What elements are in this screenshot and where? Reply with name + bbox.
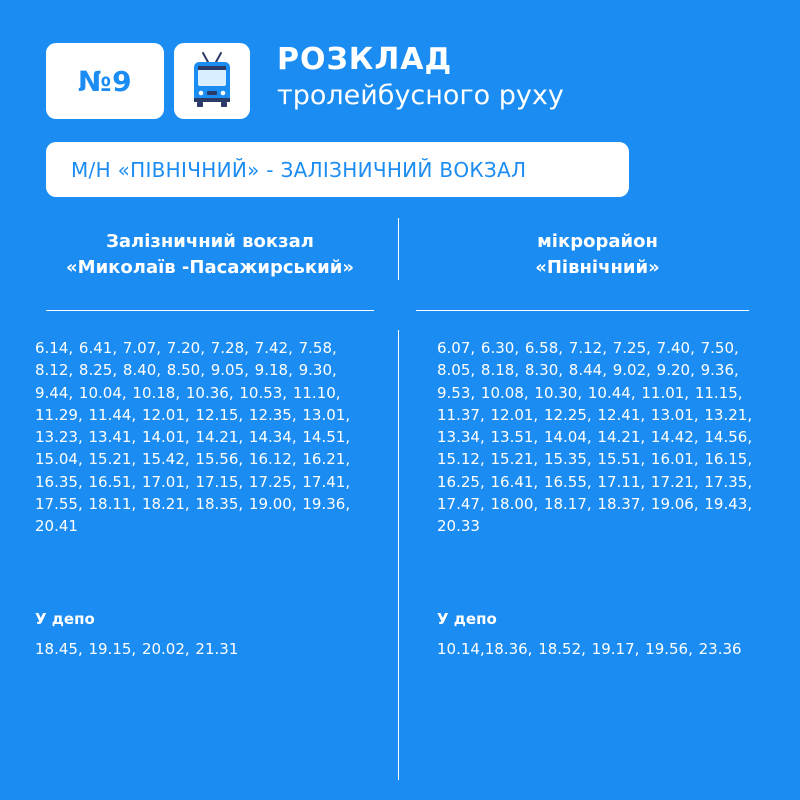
trolleybus-icon [187, 51, 237, 111]
left-departure-times: 6.14, 6.41, 7.07, 7.20, 7.28, 7.42, 7.58, 8.12, 8.25, 8.40, 8.50, 9.05, 9.18, 9.30, 9.44, 10.04, 10.18, 10.36, 10.53, 11.10, 11.29, 11.44, 12.01, 12.15, 12.35, 13.01, 13.23, 13.41, 14.01, 14.21, 14.34, 14.51, 15.04, 15.21, 15.42, 15.56, 16.12, 16.21, 16.35, 16.51, 17.01, 17.15, 17.25, 17.41, 17.55, 18.11, 18.21, 18.35, 19.00, 19.36, 20.41 [35, 339, 351, 536]
page-subtitle: тролейбусного руху [277, 80, 564, 111]
right-header-line2: «Північний» [535, 257, 660, 278]
left-header-divider [46, 310, 374, 311]
right-header-divider [416, 310, 749, 311]
route-name: М/Н «ПІВНІЧНИЙ» - ЗАЛІЗНИЧНИЙ ВОКЗАЛ [71, 157, 527, 182]
left-header-line2: «Миколаїв -Пасажирський» [66, 257, 354, 278]
left-depot-times: 18.45, 19.15, 20.02, 21.31 [35, 640, 239, 658]
right-depot-times: 10.14,18.36, 18.52, 19.17, 19.56, 23.36 [437, 640, 742, 658]
right-depot-label: У депо [437, 610, 497, 628]
route-number: №9 [77, 64, 133, 98]
right-header-line1: мікрорайон [537, 231, 658, 252]
right-departure-times: 6.07, 6.30, 6.58, 7.12, 7.25, 7.40, 7.50, 8.05, 8.18, 8.30, 8.44, 9.02, 9.20, 9.36, 9.53, 10.08, 10.30, 10.44, 11.01, 11.15, 11.37, 12.01, 12.25, 12.41, 13.01, 13.21, 13.34, 13.51, 14.04, 14.21, 14.42, 14.56, 15.12, 15.21, 15.35, 15.51, 16.01, 16.15, 16.25, 16.41, 16.55, 17.11, 17.21, 17.35, 17.47, 18.00, 18.17, 18.37, 19.06, 19.43, 20.33 [437, 339, 753, 536]
trolleybus-badge [174, 43, 250, 119]
column-divider [398, 330, 399, 780]
column-divider-top [398, 218, 399, 280]
left-depot-label: У депо [35, 610, 95, 628]
route-number-badge [46, 43, 164, 119]
page-title: РОЗКЛАД [277, 42, 453, 77]
right-column-header [410, 229, 785, 281]
left-column-header [30, 229, 390, 281]
route-name-bar [46, 142, 629, 197]
left-header-line1: Залізничний вокзал [106, 231, 314, 252]
